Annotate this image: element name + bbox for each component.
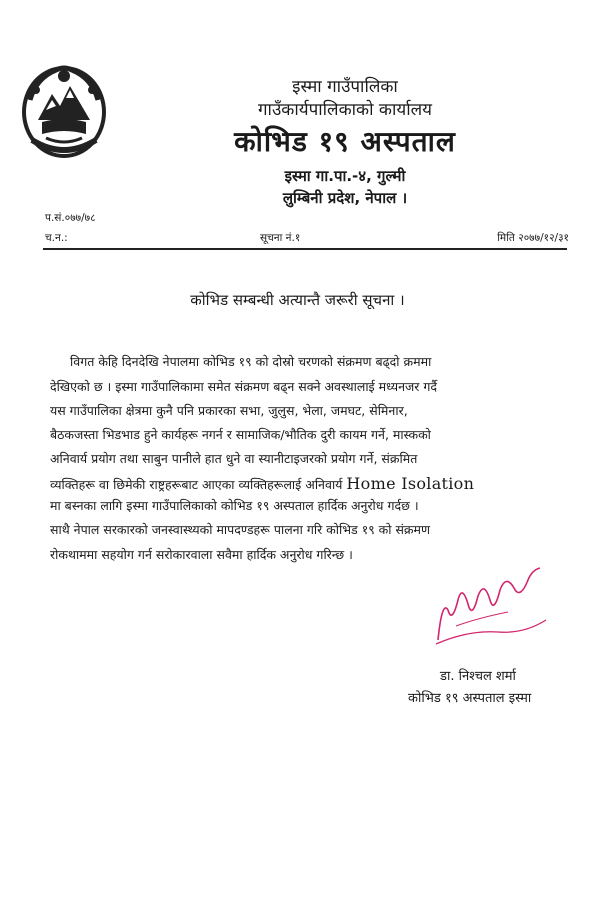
body-line-text: व्यक्तिहरू वा छिमेकी राष्ट्रहरूबाट आएका व्यक्तिहरूलाई अनिवार्य bbox=[50, 477, 347, 492]
body-line: साथै नेपाल सरकारको जनस्वास्थ्यको मापदण्डहरू पालना गरि कोभिड १९ को संक्रमण bbox=[50, 522, 431, 537]
notice-subject: कोभिड सम्बन्धी अत्यान्तै जरूरी सूचना । bbox=[190, 291, 405, 309]
nepal-emblem-icon bbox=[16, 60, 112, 162]
signature-mark bbox=[428, 560, 548, 650]
address-line-2: लुम्बिनी प्रदेश, नेपाल । bbox=[282, 189, 408, 207]
address-line-1: इस्मा गा.पा.-४, गुल्मी bbox=[284, 167, 406, 185]
body-line: रोकथाममा सहयोग गर्न सरोकारवाला सवैमा हार्दिक अनुरोध गरिन्छ । bbox=[50, 547, 353, 562]
signatory-name: डा. निश्चल शर्मा bbox=[440, 669, 516, 684]
notice-number: सूचना नं.१ bbox=[260, 232, 301, 244]
body-line: यस गाउँपालिका क्षेत्रमा कुनै पनि प्रकारका सभा, जुलुस, भेला, जमघट, सेमिनार, bbox=[50, 403, 408, 418]
dispatch-number: च.न.: bbox=[45, 232, 68, 244]
body-line bbox=[50, 474, 474, 493]
body-line: बैठकजस्ता भिडभाड हुने कार्यहरू नगर्न र सामाजिक/भौतिक दुरी कायम गर्ने, मास्कको bbox=[50, 427, 431, 442]
municipality-name: इस्मा गाउँपालिका bbox=[292, 77, 398, 97]
body-line: विगत केहि दिनदेखि नेपालमा कोभिड १९ को दोस्रो चरणको संक्रमण बढ्दो क्रममा bbox=[70, 354, 432, 369]
institution-title: कोभिड १९ अस्पताल bbox=[234, 125, 456, 158]
reference-number: प.सं.०७७/७८ bbox=[45, 212, 96, 224]
signatory-title: कोभिड १९ अस्पताल इस्मा bbox=[408, 691, 532, 706]
office-name: गाउँकार्यपालिकाको कार्यालय bbox=[257, 100, 433, 120]
header-divider bbox=[43, 248, 567, 250]
notice-date: मिति २०७७/१२/३१ bbox=[497, 232, 569, 244]
home-isolation-text: Home Isolation bbox=[346, 474, 475, 493]
body-line: देखिएको छ । इस्मा गाउँपालिकामा समेत संक्रमण बढ्न सक्ने अवस्थालाई मध्यनजर गर्दै bbox=[50, 379, 438, 394]
body-line: अनिवार्य प्रयोग तथा साबुन पानीले हात धुने वा स्यानीटाइजरको प्रयोग गर्ने, संक्रमित bbox=[50, 451, 418, 466]
body-line: मा बस्नका लागि इस्मा गाउँपालिकाको कोभिड १९ अस्पताल हार्दिक अनुरोध गर्दछ । bbox=[50, 498, 419, 513]
